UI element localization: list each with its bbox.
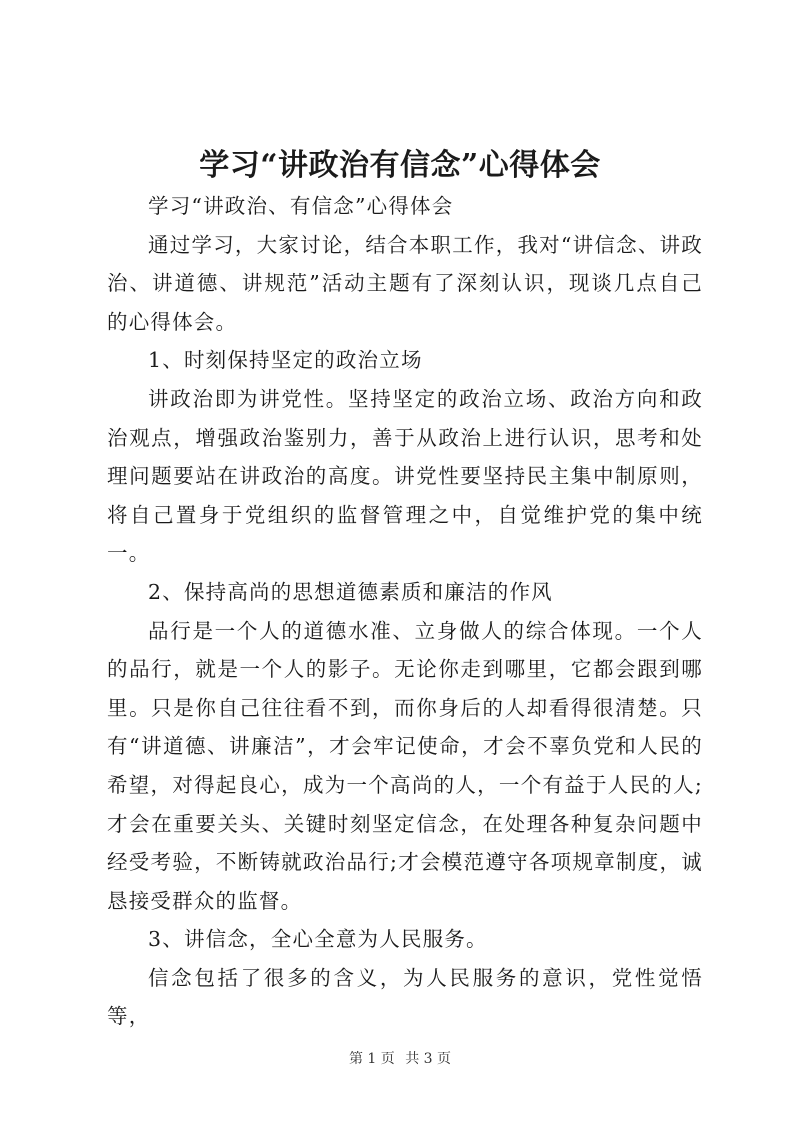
paragraph: 品行是一个人的道德水准、立身做人的综合体现。一个人的品行，就是一个人的影子。无论你走到哪里，它都会跟到哪里。只是你自己往往看不到，而你身后的人却看得很清楚。只有“讲道德、讲廉洁”，才会牢记使命，才会不辜负党和人民的希望，对得起良心，成为一个高尚的人，一个有益于人民的人;才会在重要关头、关键时刻坚定信念，在处理各种复杂问题中经受考验，不断铸就政治品行;才会模范遵守各项规章制度，诚恳接受群众的监督。 (107, 618, 703, 913)
section-heading: 3、讲信念，全心全意为人民服务。 (148, 927, 488, 952)
section-heading: 2、保持高尚的思想道德素质和廉洁的作风 (148, 579, 553, 604)
paragraph: 讲政治即为讲党性。坚持坚定的政治立场、政治方向和政治观点，增强政治鉴别力，善于从政治上进行认识，思考和处理问题要站在讲政治的高度。讲党性要坚持民主集中制原则，将自己置身于党组织的监督管理之中，自觉维护党的集中统一。 (107, 386, 703, 566)
paragraph: 信念包括了很多的含义，为人民服务的意识，党性觉悟等， (107, 965, 703, 1029)
paragraph: 学习“讲政治、有信念”心得体会 (148, 194, 454, 218)
page-number: 第 1 页 (348, 1051, 395, 1067)
document-title: 学习“讲政治有信念”心得体会 (199, 148, 601, 183)
page-footer (0, 1048, 800, 1068)
section-heading: 1、时刻保持坚定的政治立场 (148, 348, 423, 373)
page-total: 共 3 页 (405, 1051, 452, 1067)
paragraph: 通过学习，大家讨论，结合本职工作，我对“讲信念、讲政治、讲道德、讲规范”活动主题有了深刻认识，现谈几点自己的心得体会。 (107, 232, 703, 334)
document-body (107, 187, 703, 1036)
